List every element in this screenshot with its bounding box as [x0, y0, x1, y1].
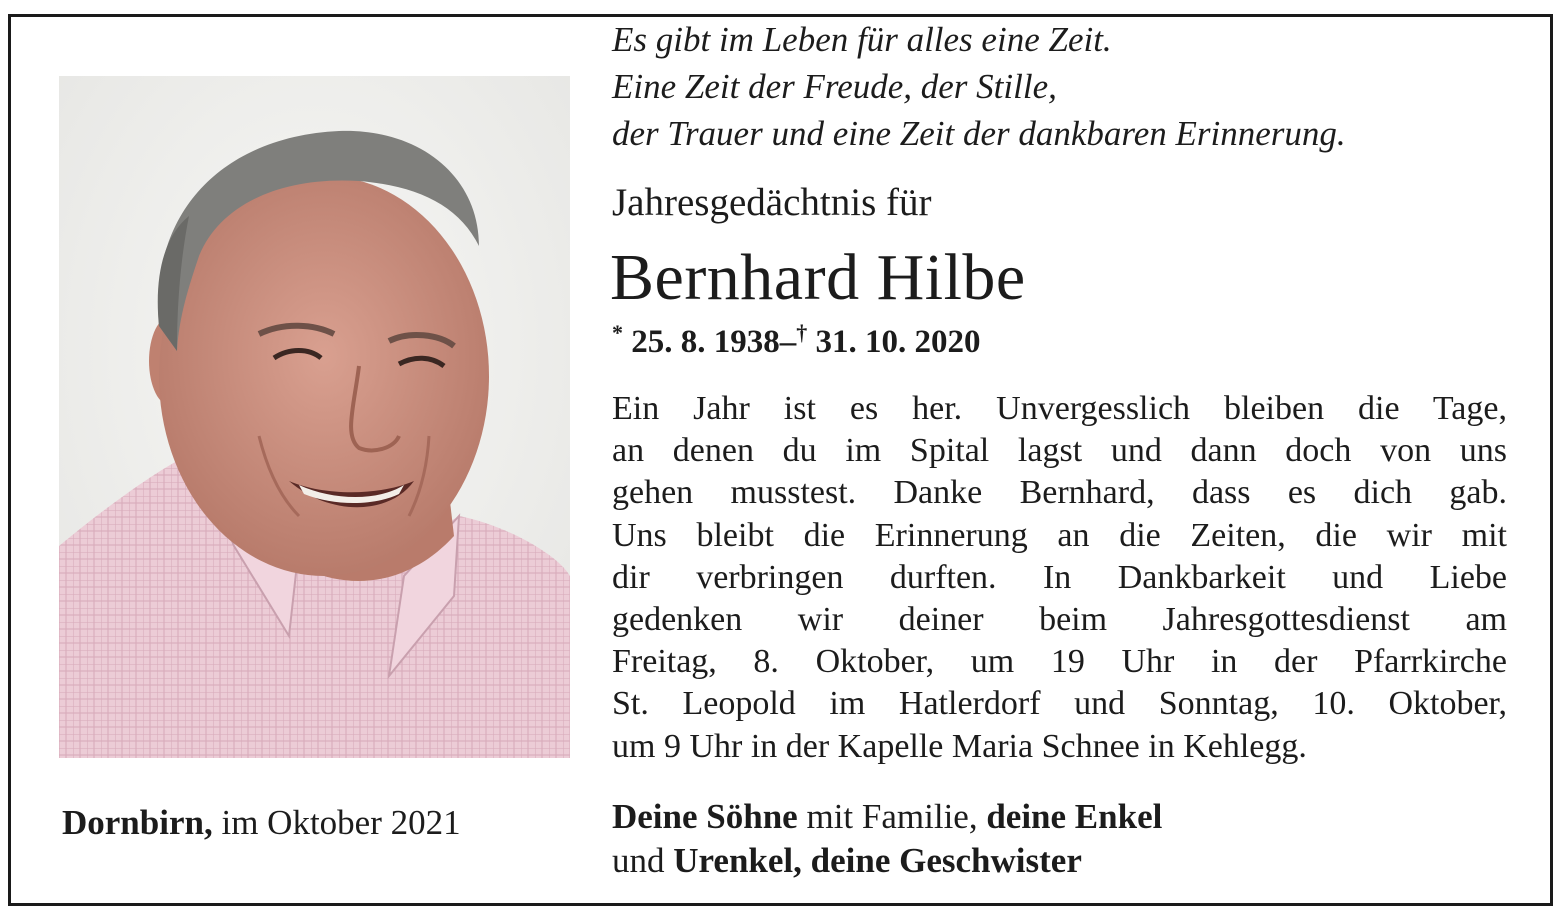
message-line: dir verbringen durften. In Dankbarkeit und Liebe	[612, 558, 1507, 596]
message-line: Freitag, 8. Oktober, um 19 Uhr in der Pfarrkirche	[612, 643, 1507, 681]
quote-line: Es gibt im Leben für alles eine Zeit.	[612, 20, 1112, 59]
place-month: im Oktober 2021	[212, 803, 461, 842]
signer-sons: Deine Söhne	[612, 797, 798, 836]
death-date: 31. 10. 2020	[815, 324, 981, 360]
signers	[612, 795, 1162, 883]
signer-connector: und	[612, 841, 674, 880]
message-line: um 9 Uhr in der Kapelle Maria Schnee in Kehlegg.	[612, 727, 1307, 765]
place-city: Dornbirn,	[62, 803, 213, 842]
message-line: St. Leopold im Hatlerdorf und Sonntag, 10. Oktober,	[612, 685, 1507, 723]
birth-date: 25. 8. 1938–	[631, 324, 797, 360]
signers-line-2	[612, 839, 1162, 883]
opening-quote	[612, 16, 1346, 157]
message-line: Uns bleibt die Erinnerung an die Zeiten, die wir mit	[612, 516, 1507, 554]
death-symbol: †	[796, 320, 808, 345]
signers-line-1	[612, 795, 1162, 839]
signer-grandchildren: deine Enkel	[986, 797, 1163, 836]
signer-connector: mit Familie,	[797, 797, 987, 836]
place-date	[62, 803, 461, 843]
life-dates	[612, 320, 981, 361]
message-line: an denen du im Spital lagst und dann doch von uns	[612, 432, 1507, 470]
quote-line: der Trauer und eine Zeit der dankbaren Erinnerung.	[612, 114, 1346, 153]
message-line: gehen musstest. Danke Bernhard, dass es dich gab.	[612, 474, 1507, 512]
memorial-message	[612, 388, 1507, 768]
message-line: Ein Jahr ist es her. Unvergesslich bleiben die Tage,	[612, 390, 1507, 427]
signer-great-grandchildren: Urenkel, deine Geschwister	[673, 841, 1082, 880]
message-line: gedenken wir deiner beim Jahresgottesdienst am	[612, 601, 1507, 639]
memorial-intro: Jahresgedächtnis für	[612, 181, 932, 224]
quote-line: Eine Zeit der Freude, der Stille,	[612, 67, 1057, 106]
birth-symbol: *	[612, 320, 623, 345]
portrait-photo	[59, 76, 570, 758]
deceased-name: Bernhard Hilbe	[610, 241, 1026, 314]
